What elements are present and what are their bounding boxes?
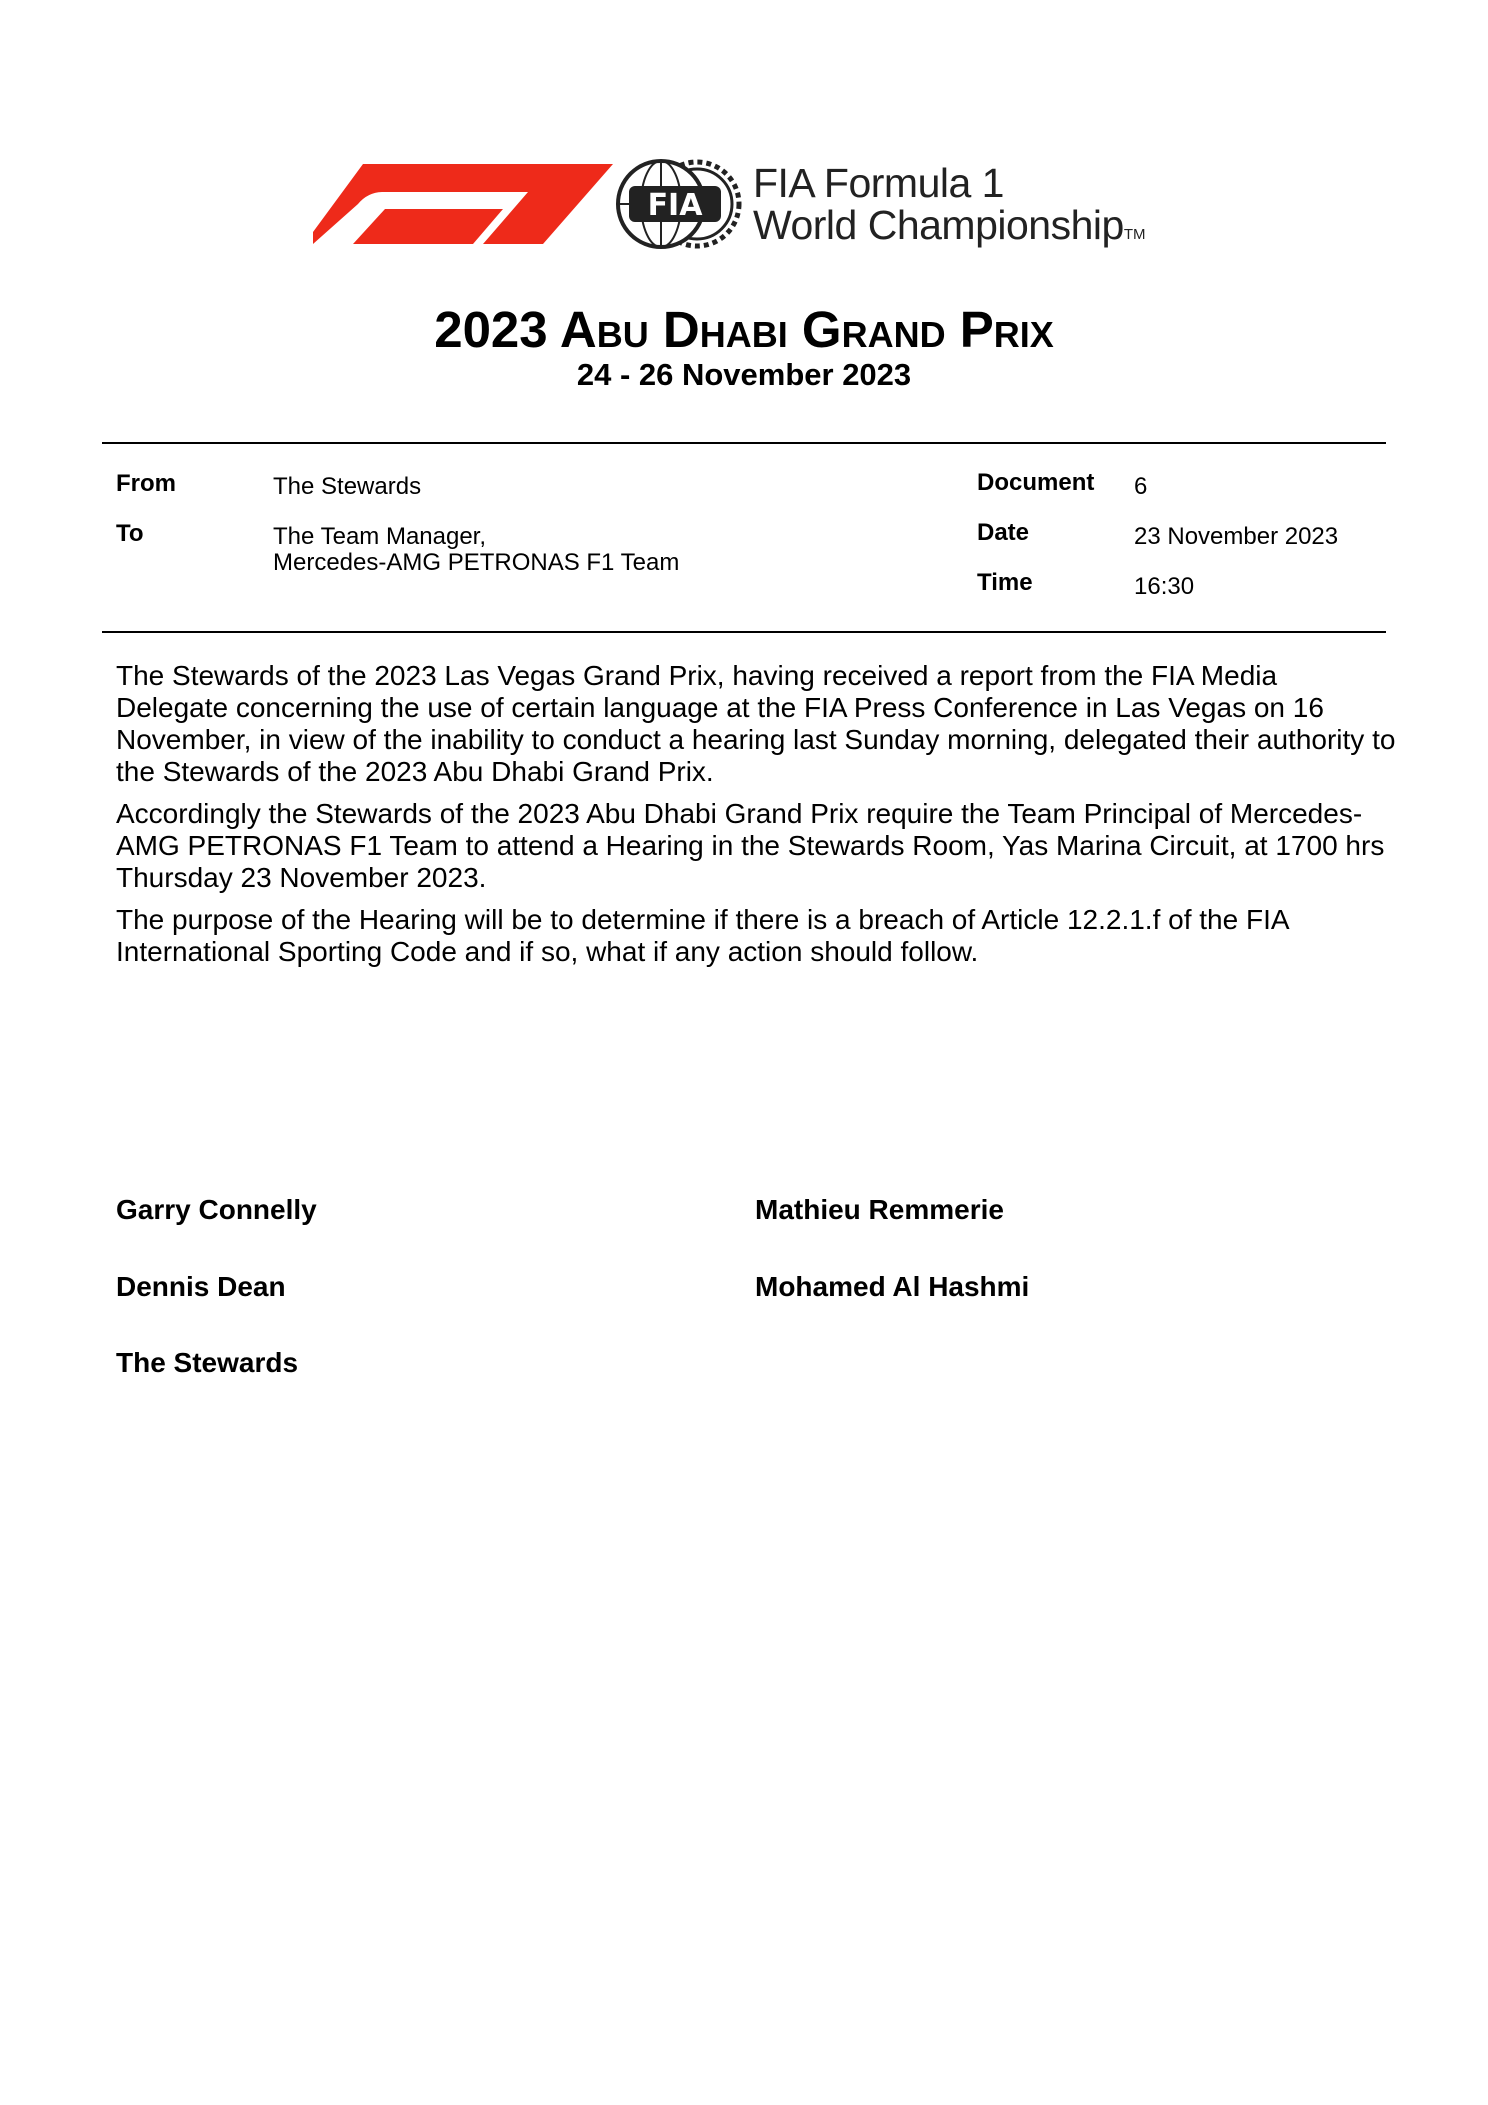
svg-text:FIA: FIA [647,188,703,223]
from-label: From [116,470,176,497]
event-dates: 24 - 26 November 2023 [576,357,912,392]
time-value: 16:30 [1134,573,1195,600]
body-paragraph-3: The purpose of the Hearing will be to determine if there is a breach of Article 12.2.1.f of the FIA International Sporting Code and if so, what if any action should follow. [116,904,1288,967]
to-label: To [116,520,144,547]
header-rule-bottom [102,631,1386,633]
steward-name-2: Mathieu Remmerie [755,1194,1004,1225]
to-value-line-2: Mercedes-AMG PETRONAS F1 Team [273,549,680,576]
steward-name-4: Mohamed Al Hashmi [755,1271,1030,1302]
document-value: 6 [1134,473,1148,500]
wordmark-line-2 [753,204,1145,256]
fia-wordmark [753,162,1145,256]
trademark-mark: TM [1123,226,1146,243]
body-paragraph-2: Accordingly the Stewards of the 2023 Abu Dhabi Grand Prix require the Team Principal of Mercedes-AMG PETRONAS F1 Team to attend a Hearing in the Stewards Room, Yas Marina Circuit, at 1700 hrs Thursday 23 November 2023. [116,798,1385,893]
wordmark-line-2-text: World Championship [753,202,1124,248]
f1-logo-icon [313,164,613,244]
fia-emblem-icon [615,158,745,250]
wordmark-line-1: FIA Formula 1 [753,160,1004,206]
header-logo [313,158,1213,250]
event-title: 2023 Abu Dhabi Grand Prix [434,301,1054,358]
steward-name-1: Garry Connelly [116,1194,317,1225]
from-value: The Stewards [273,473,422,500]
time-label: Time [977,569,1033,596]
body-paragraph-1: The Stewards of the 2023 Las Vegas Grand Prix, having received a report from the FIA Media Delegate concerning the use of certain language at the FIA Press Conference in Las Vegas on 16 November, in view of the inability to conduct a hearing last Sunday morning, delegated their authority to the Stewards of the 2023 Abu Dhabi Grand Prix. [116,660,1396,787]
document-label: Document [977,469,1095,496]
header-rule-top [102,442,1386,444]
date-value: 23 November 2023 [1134,523,1339,550]
stewards-closing: The Stewards [116,1347,299,1378]
to-value-line-1: The Team Manager, [273,523,487,550]
steward-name-3: Dennis Dean [116,1271,286,1302]
decision-body [116,660,1396,978]
date-label: Date [977,519,1030,546]
